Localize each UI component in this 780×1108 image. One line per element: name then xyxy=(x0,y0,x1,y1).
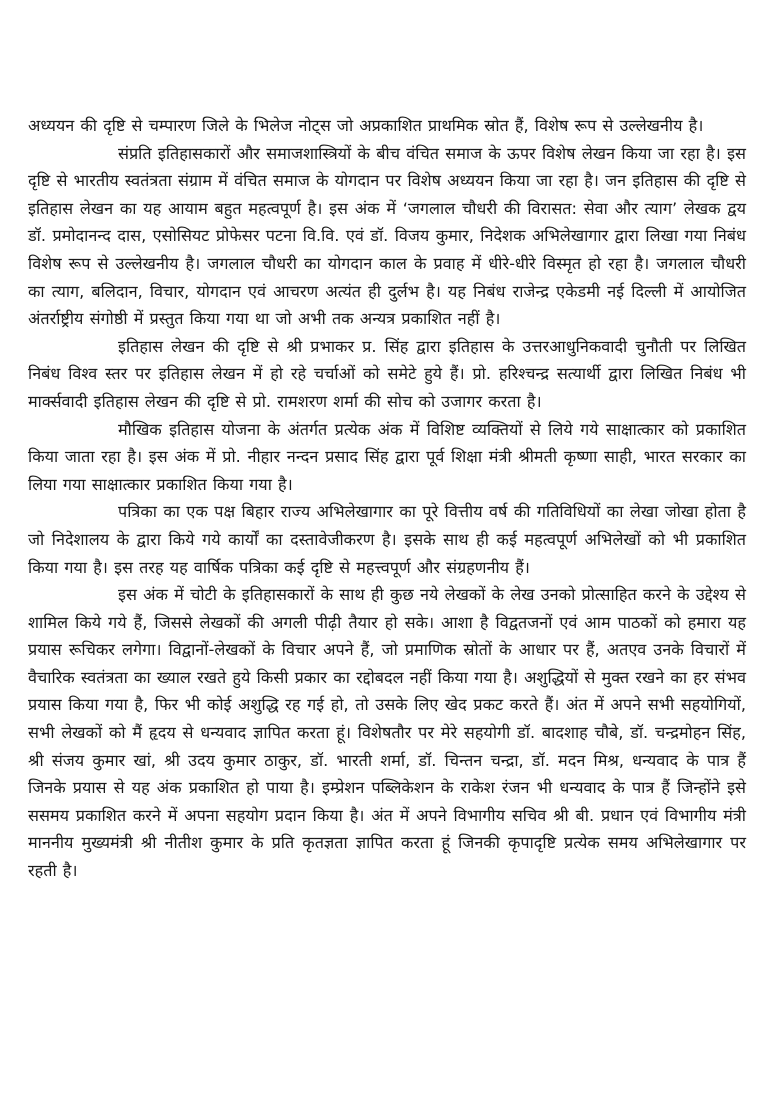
paragraph-archive-activities: पत्रिका का एक पक्ष बिहार राज्य अभिलेखागार का पूरे वित्तीय वर्ष की गतिविधियों का लेखा जोखा होता है जो निदेशालय के द्वारा किये गये कार्यों का दस्तावेजीकरण है। इसके साथ ही कई महत्वपूर्ण अभिलेखों को भी प्रकाशित किया गया है। इस तरह यह वार्षिक पत्रिका कई दृष्टि से महत्त्वपूर्ण और संग्रहणनीय हैं। xyxy=(28,502,746,577)
paragraph-oral-history-interview: मौखिक इतिहास योजना के अंतर्गत प्रत्येक अंक में विशिष्ट व्यक्तियों से लिये गये साक्षात्कार को प्रकाशित किया जाता रहा है। इस अंक में प्रो. नीहार नन्दन प्रसाद सिंह द्वारा पूर्व शिक्षा मंत्री श्रीमती कृष्णा साही, भारत सरकार का लिया गया साक्षात्कार प्रकाशित किया गया है। xyxy=(28,419,746,494)
paragraph-acknowledgements: इस अंक में चोटी के इतिहासकारों के साथ ही कुछ नये लेखकों के लेख उनको प्रोत्साहित करने के उद्देश्य से शामिल किये गये हैं, जिससे लेखकों की अगली पीढ़ी तैयार हो सके। आशा है विद्वतजनों एवं आम पाठकों को हमारा यह प्रयास रूचिकर लगेगा। विद्वानों-लेखकों के विचार अपने हैं, जो प्रमाणिक स्रोतों के आधार पर हैं, अतएव उनके विचारों में वैचारिक स्वतंत्रता का ख्याल रखते हुये किसी प्रकार का रद्दोबदल नहीं किया गया है। अशुद्धियों से मुक्त रखने का हर संभव प्रयास किया गया है, फिर भी कोई अशुद्धि रह गई हो, तो उसके लिए खेद प्रकट करते हैं। अंत में अपने सभी सहयोगियों, सभी लेखकों को मैं हृदय से धन्यवाद ज्ञापित करता हूं। विशेषतौर पर मेरे सहयोगी डॉ. बादशाह चौबे, डॉ. चन्द्रमोहन सिंह, श्री संजय कुमार खां, श्री उदय कुमार ठाकुर, डॉ. भारती शर्मा, डॉ. चिन्तन चन्द्रा, डॉ. मदन मिश्र, धन्यवाद के पात्र हैं जिनके प्रयास से यह अंक प्रकाशित हो पाया है। इम्प्रेशन पब्लिकेशन के राकेश रंजन भी धन्यवाद के पात्र हैं जिन्होंने इसे ससमय प्रकाशित करने में अपना सहयोग प्रदान किया है। अंत में अपने विभागीय सचिव श्री बी. प्रधान एवं विभागीय मंत्री माननीय मुख्यमंत्री श्री नीतीश कुमार के प्रति कृतज्ञता ज्ञापित करता हूं जिनकी कृपादृष्टि प्रत्येक समय अभिलेखागार पर रहती है। xyxy=(28,585,746,881)
paragraph-historiography-essays: इतिहास लेखन की दृष्टि से श्री प्रभाकर प्र. सिंह द्वारा इतिहास के उत्तरआधुनिकवादी चुनौती पर लिखित निबंध विश्व स्तर पर इतिहास लेखन में हो रहे चर्चाओं को समेटे हुये हैं। प्रो. हरिश्चन्द्र सत्यार्थी द्वारा लिखित निबंध भी मार्क्सवादी इतिहास लेखन की दृष्टि से प्रो. रामशरण शर्मा की सोच को उजागर करता है। xyxy=(28,336,746,411)
document-page-body xyxy=(28,112,746,885)
paragraph-continuation: अध्ययन की दृष्टि से चम्पारण जिले के भिलेज नोट्स जो अप्रकाशित प्राथमिक स्रोत हैं, विशेष रूप से उल्लेखनीय है। xyxy=(28,116,704,135)
paragraph-marginalized-society-history: संप्रति इतिहासकारों और समाजशास्त्रियों के बीच वंचित समाज के ऊपर विशेष लेखन किया जा रहा है। इस दृष्टि से भारतीय स्वतंत्रता संग्राम में वंचित समाज के योगदान पर विशेष अध्ययन किया जा रहा है। जन इतिहास की दृष्टि से इतिहास लेखन का यह आयाम बहुत महत्वपूर्ण है। इस अंक में ‘जगलाल चौधरी की विरासत: सेवा और त्याग’ लेखक द्वय डॉ. प्रमोदानन्द दास, एसोसियट प्रोफेसर पटना वि.वि. एवं डॉ. विजय कुमार, निदेशक अभिलेखागार द्वारा लिखा गया निबंध विशेष रूप से उल्लेखनीय है। जगलाल चौधरी का योगदान काल के प्रवाह में धीरे-धीरे विस्मृत हो रहा है। जगलाल चौधरी का त्याग, बलिदान, विचार, योगदान एवं आचरण अत्यंत ही दुर्लभ है। यह निबंध राजेन्द्र एकेडमी नई दिल्ली में आयोजित अंतर्राष्ट्रीय संगोष्ठी में प्रस्तुत किया गया था जो अभी तक अन्यत्र प्रकाशित नहीं है। xyxy=(28,143,746,329)
